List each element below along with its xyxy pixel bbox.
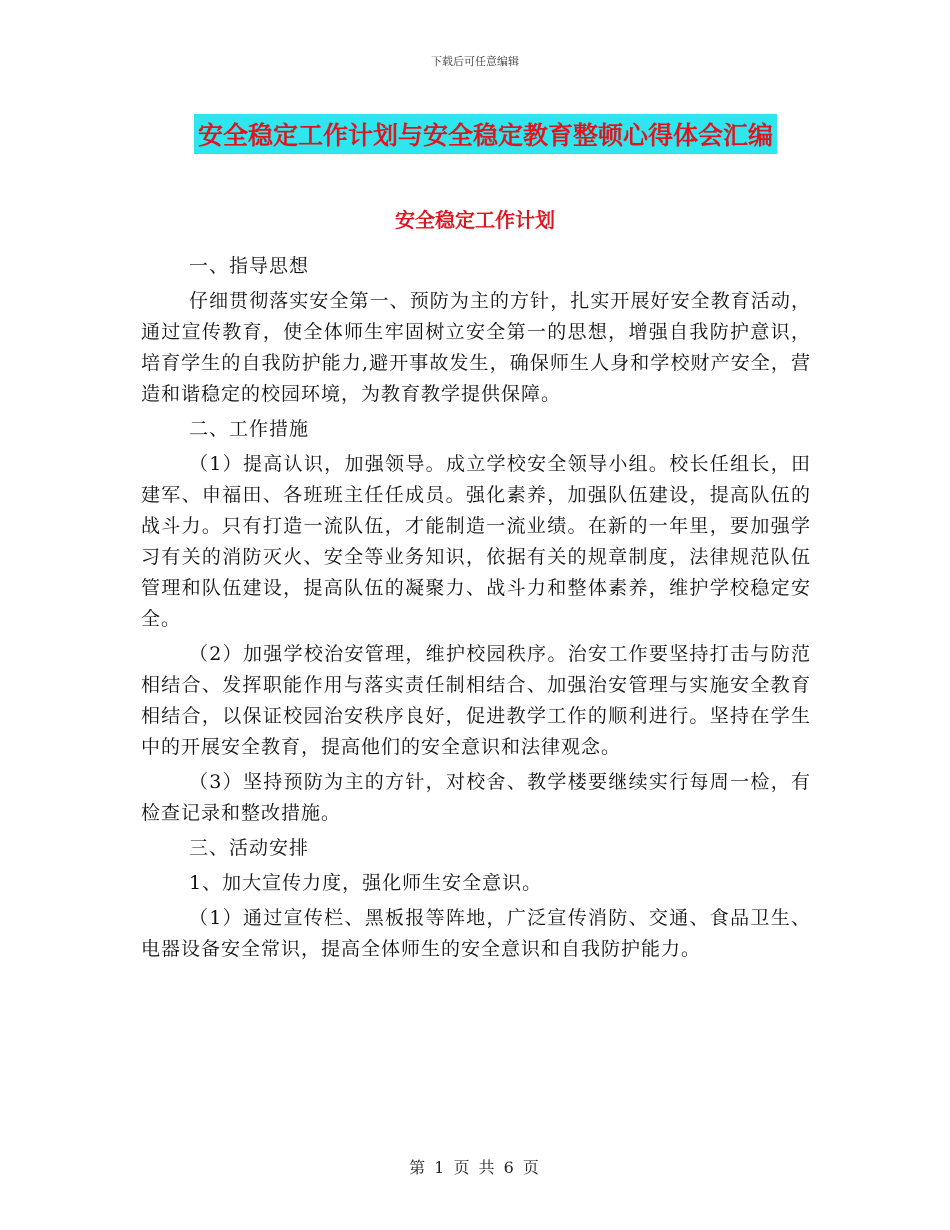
paragraph-activity-1-1: （1）通过宣传栏、黑板报等阵地，广泛宣传消防、交通、食品卫生、电器设备安全常识，提高全体师生的安全意识和自我防护能力。 (141, 907, 811, 960)
paragraph-measure-1: （1）提高认识，加强领导。成立学校安全领导小组。校长任组长，田建军、申福田、各班班主任任成员。强化素养，加强队伍建设，提高队伍的战斗力。只有打造一流队伍，才能制造一流业绩。在新的一年里，要加强学习有关的消防灭火、安全等业务知识，依据有关的规章制度，法律规范队伍管理和队伍建设，提高队伍的凝聚力、战斗力和整体素养，维护学校稳定安全。 (141, 453, 811, 630)
section-title: 安全稳定工作计划 (395, 208, 555, 232)
heading-work-measures: 二、工作措施 (189, 418, 310, 440)
document-title: 安全稳定工作计划与安全稳定教育整顿心得体会汇编 (194, 114, 777, 154)
document-body (141, 251, 811, 969)
page-footer: 第 1 页 共 6 页 (409, 1158, 541, 1177)
heading-guiding-ideology: 一、指导思想 (189, 255, 310, 277)
paragraph-measure-3: （3）坚持预防为主的方针，对校舍、教学楼要继续实行每周一检，有检查记录和整改措施。 (141, 771, 811, 824)
paragraph-activity-1: 1、加大宣传力度，强化师生安全意识。 (189, 872, 543, 894)
heading-activity-arrangement: 三、活动安排 (189, 837, 310, 859)
header-note: 下载后可任意编辑 (431, 55, 519, 68)
paragraph-measure-2: （2）加强学校治安管理，维护校园秩序。治安工作要坚持打击与防范相结合、发挥职能作用与落实责任制相结合、加强治安管理与实施安全教育相结合，以保证校园治安秩序良好，促进教学工作的顺利进行。坚持在学生中的开展安全教育，提高他们的安全意识和法律观念。 (141, 643, 811, 758)
paragraph-guiding-ideology: 仔细贯彻落实安全第一、预防为主的方针，扎实开展好安全教育活动，通过宣传教育，使全体师生牢固树立安全第一的思想，增强自我防护意识，培育学生的自我防护能力,避开事故发生，确保师生人身和学校财产安全，营造和谐稳定的校园环境，为教育教学提供保障。 (141, 290, 811, 405)
